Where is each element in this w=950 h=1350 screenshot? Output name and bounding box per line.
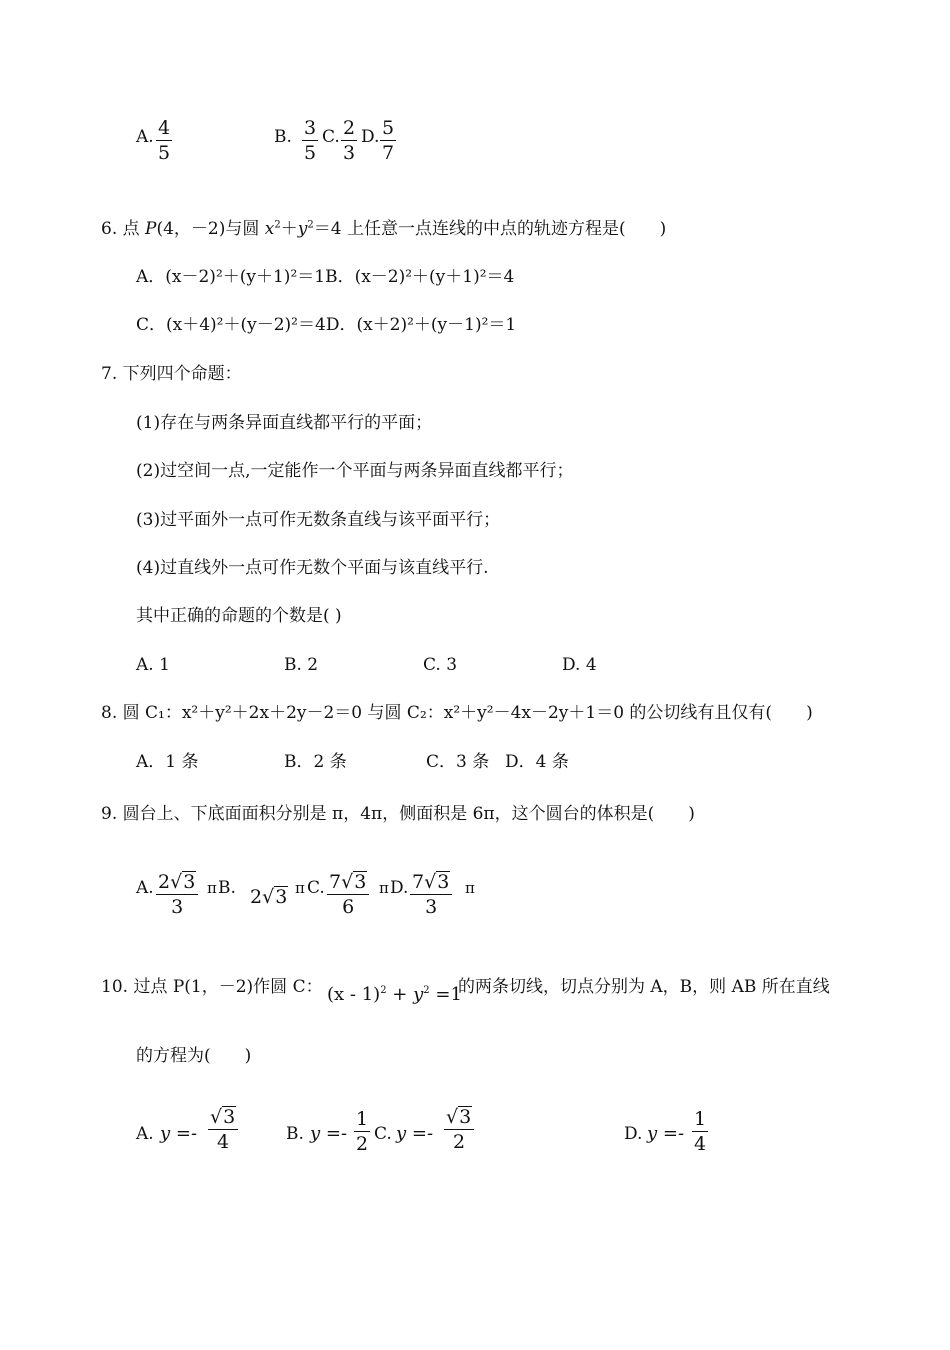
q7-option-d: D. 4 — [562, 655, 597, 675]
q5-option-d-label: D. — [361, 127, 380, 147]
q5-option-c-label: C. — [322, 127, 340, 147]
q10-option-d-label: D. — [624, 1124, 643, 1144]
q9-option-c-fraction: 7 √ 3 6 — [327, 870, 369, 919]
q6-options-row-2 — [136, 314, 516, 336]
q9-option-b-label: B. — [218, 878, 236, 898]
q7-proposition-1: (1)存在与两条异面直线都平行的平面； — [136, 413, 433, 433]
q6-option-b: B．(x－2)²＋(y＋1)²＝4 — [325, 267, 515, 287]
q10-stem-suffix: 的两条切线，切点分别为 A，B，则 AB 所在直线 — [458, 977, 830, 997]
q5-option-d-fraction: 5 7 — [382, 117, 395, 164]
q6-stem: 6. 点 P(4，－2)与圆 $x^2+y^2=4$ 上任意一点连线的中点的轨迹方程是( ) — [101, 219, 667, 239]
q9-option-d-label: D. — [390, 878, 409, 898]
q10-stem-line-2: 的方程为( ) — [136, 1046, 252, 1066]
q10-option-b-label: B. — [286, 1124, 304, 1144]
q7-stem: 7. 下列四个命题： — [101, 364, 242, 384]
q10-option-c-fraction: √ 3 2 — [444, 1105, 474, 1154]
q10-option-c-label: C. — [374, 1124, 392, 1144]
q9-option-a-fraction: 2 √ 3 3 — [156, 870, 198, 919]
q8-option-d: D．4 条 — [505, 752, 569, 772]
q9-option-b-pi: π — [295, 879, 305, 897]
q7-option-c: C. 3 — [423, 655, 458, 675]
q10-option-a-yeq: y =- — [160, 1123, 198, 1144]
q10-option-d-fraction: 1 4 — [694, 1108, 707, 1155]
q9-option-a-label: A. — [136, 878, 154, 898]
q10-option-a-label: A. — [136, 1124, 154, 1144]
q9-option-d-pi: π — [465, 879, 475, 897]
q7-question: 其中正确的命题的个数是( ) — [136, 606, 342, 626]
q6-option-d: D．(x＋2)²＋(y－1)²＝1 — [325, 315, 517, 335]
q7-proposition-3: (3)过平面外一点可作无数条直线与该平面平行； — [136, 510, 501, 530]
q9-option-b-value: 2 √ 3 — [250, 886, 288, 908]
q10-option-b-fraction: 1 2 — [356, 1108, 369, 1155]
q8-option-b: B．2 条 — [284, 752, 347, 772]
q6-option-c: C．(x＋4)²＋(y－2)²＝4 — [136, 315, 326, 335]
q9-option-a-pi: π — [207, 879, 217, 897]
q6-option-a: A．(x－2)²＋(y＋1)²＝1 — [136, 267, 326, 287]
q8-option-c: C．3 条 — [426, 752, 490, 772]
q10-stem-prefix: 10. 过点 P(1，－2)作圆 C： — [101, 977, 323, 997]
q8-option-a: A．1 条 — [136, 752, 199, 772]
q5-option-b-label: B. — [274, 127, 292, 147]
q5-option-c-fraction: 2 3 — [343, 117, 356, 164]
q10-option-d-yeq: y =- — [647, 1123, 685, 1144]
q7-proposition-4: (4)过直线外一点可作无数个平面与该直线平行. — [136, 558, 489, 578]
q5-option-a-label: A. — [136, 127, 154, 147]
q8-stem: 8. 圆 C₁：x²＋y²＋2x＋2y－2＝0 与圆 C₂：x²＋y²－4x－2y＋1＝0 的公切线有且仅有( ) — [101, 703, 813, 723]
q7-option-a: A. 1 — [136, 655, 170, 675]
q10-circle-equation: $(x - 1)^2 + y^2 =1$ — [327, 984, 462, 1005]
q7-proposition-2: (2)过空间一点,一定能作一个平面与两条异面直线都平行； — [136, 461, 574, 481]
q7-option-b: B. 2 — [284, 655, 319, 675]
q5-option-b-fraction: 3 5 — [304, 117, 317, 164]
q9-stem: 9. 圆台上、下底面面积分别是 π，4π，侧面积是 6π，这个圆台的体积是( ) — [101, 804, 695, 824]
q10-option-c-yeq: y =- — [396, 1123, 434, 1144]
q10-option-b-yeq: y =- — [310, 1123, 348, 1144]
q6-options-row-1 — [136, 266, 514, 288]
q10-option-a-fraction: √ 3 4 — [208, 1105, 238, 1154]
q9-option-c-label: C. — [307, 878, 325, 898]
q9-option-c-pi: π — [379, 879, 389, 897]
q5-option-a-fraction: 4 5 — [158, 117, 171, 164]
q9-option-d-fraction: 7 √ 3 3 — [410, 870, 452, 919]
